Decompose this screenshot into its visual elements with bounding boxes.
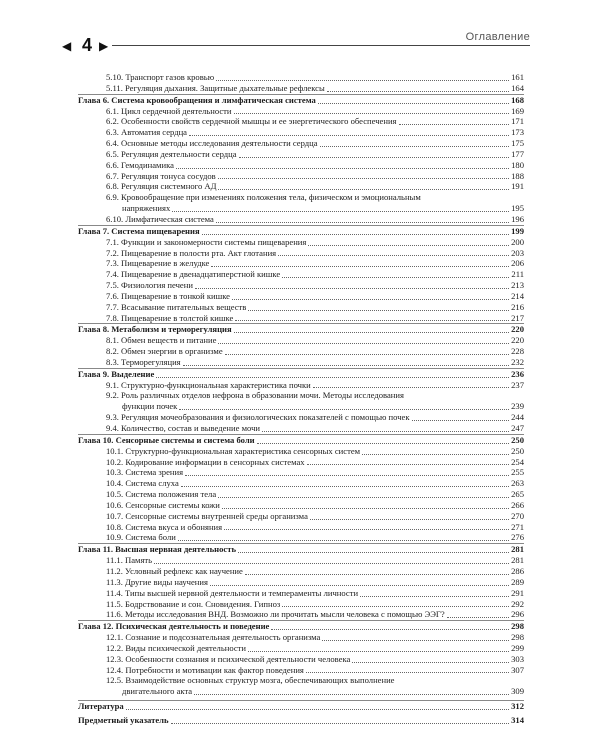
dot-leader [218, 178, 509, 179]
toc-entry[interactable] [78, 127, 524, 138]
toc-entry[interactable] [78, 632, 524, 643]
toc-entry-title: 7.1. Функции и закономерности системы пищеварения [106, 236, 307, 247]
toc-page-number: 214 [511, 290, 524, 301]
dot-leader [262, 431, 509, 432]
toc-entry-title: 7.5. Физиология печени [106, 280, 193, 291]
dot-leader [189, 135, 509, 136]
toc-entry-title: 10.7. Сенсорные системы внутренней среды организма [106, 510, 308, 521]
toc-entry-title: 12.1. Сознание и подсознательная деятельность организма [106, 632, 321, 643]
toc-page-number: 220 [511, 335, 524, 346]
toc-entry-title: функции почек [122, 401, 178, 412]
dot-leader [194, 694, 509, 695]
toc-entry-title: 12.2. Виды психической деятельности [106, 642, 247, 653]
toc-entry-title: Глава 9. Выделение [78, 368, 155, 379]
toc-entry[interactable] [78, 500, 524, 511]
dot-leader [181, 486, 509, 487]
dot-leader [179, 409, 509, 410]
toc-page-number: 177 [511, 148, 524, 159]
toc-page-number: 250 [511, 445, 524, 456]
toc-page-number: 164 [511, 82, 524, 93]
toc-entry[interactable] [78, 181, 524, 192]
toc-entry[interactable] [78, 401, 524, 412]
toc-page-number: 206 [511, 258, 524, 269]
toc-entry-title: 11.3. Другие виды научения [106, 576, 208, 587]
toc-entry-title: 11.1. Память [106, 555, 153, 566]
toc-entry-title: 8.1. Обмен веществ и питание [106, 335, 217, 346]
dot-leader [282, 606, 509, 607]
dot-leader [245, 574, 509, 575]
dot-leader [352, 662, 509, 663]
toc-entry-title: Глава 11. Высшая нервная деятельность [78, 544, 236, 555]
toc-page-number: 199 [511, 225, 524, 236]
toc-page-number: 173 [511, 127, 524, 138]
toc-entry-title: Глава 12. Психическая деятельность и поведение [78, 621, 270, 632]
dot-leader [222, 508, 509, 509]
dot-leader [248, 310, 509, 311]
toc-page-number: 237 [511, 379, 524, 390]
toc-entry-title: 7.4. Пищеварение в двенадцатиперстной кишке [106, 269, 281, 280]
toc-entry-title: 9.4. Количество, состав и выведение мочи [106, 423, 261, 433]
toc-entry[interactable] [78, 566, 524, 577]
toc-entry[interactable] [78, 599, 524, 610]
toc-page-number: 220 [511, 324, 524, 335]
toc-entry-title: 11.4. Типы высшей нервной деятельности и темпераменты личности [106, 587, 359, 598]
toc-entry-title: напряжениях [122, 203, 171, 214]
toc-page-number: 307 [511, 664, 524, 675]
toc-entry[interactable] [78, 357, 524, 368]
toc-entry-title: Глава 7. Система пищеварения [78, 225, 200, 236]
toc-entry[interactable] [78, 302, 524, 313]
toc-page-number: 239 [511, 401, 524, 412]
toc-entry[interactable] [78, 390, 524, 401]
dot-leader [322, 640, 509, 641]
toc-entry-title: 6.9. Кровообращение при изменениях положения тела, физическом и эмоциональным [106, 192, 421, 203]
toc-entry[interactable] [78, 654, 524, 665]
toc-page-number: 232 [511, 356, 524, 367]
dot-leader [218, 497, 509, 498]
toc-entry[interactable] [78, 577, 524, 588]
dot-leader [313, 387, 509, 388]
dot-leader [308, 245, 509, 246]
toc-entry-title: 6.8. Регуляция системного АД [106, 181, 217, 192]
toc-page-number: 303 [511, 653, 524, 664]
toc-entry[interactable] [78, 192, 524, 203]
dot-leader [360, 596, 509, 597]
toc-page-number: 314 [511, 714, 524, 725]
toc-entry-title: 7.6. Пищеварение в тонкой кишке [106, 290, 231, 301]
toc-entry-title: 10.5. Система положения тела [106, 489, 217, 500]
dot-leader [183, 365, 509, 366]
toc-entry-title: 8.3. Терморегуляция [106, 356, 181, 367]
toc-page-number: 168 [511, 94, 524, 105]
toc-entry[interactable] [78, 313, 524, 324]
toc-entry-title: 10.1. Структурно-функциональная характеристика сенсорных систем [106, 445, 361, 456]
toc-page-number: 271 [511, 521, 524, 532]
toc-entry-title: 6.3. Автоматия сердца [106, 127, 187, 138]
toc-entry-title: 8.2. Обмен энергии в организме [106, 346, 223, 357]
toc-entry[interactable] [78, 478, 524, 489]
toc-entry[interactable] [78, 643, 524, 654]
toc-entry[interactable] [78, 686, 524, 697]
toc-page-number: 236 [511, 368, 524, 379]
next-page-icon[interactable]: ▶ [99, 39, 109, 53]
toc-chapter-entry[interactable] [78, 225, 524, 237]
toc-chapter-entry[interactable] [78, 715, 524, 726]
toc-page-number: 216 [511, 301, 524, 312]
toc-page-number: 270 [511, 510, 524, 521]
toc-entry-title: 5.10. Транспорт газов кровью [106, 72, 215, 82]
toc-entry[interactable] [78, 522, 524, 533]
toc-page-number: 180 [511, 159, 524, 170]
toc-page-number: 254 [511, 456, 524, 467]
dot-leader [232, 299, 509, 300]
toc-entry-title: Глава 8. Метаболизм и терморегуляция [78, 324, 232, 335]
toc-chapter-entry[interactable] [78, 700, 524, 712]
section-title: Оглавление [465, 31, 530, 43]
toc-entry[interactable] [78, 532, 524, 543]
toc-page-number: 161 [511, 72, 524, 82]
dot-leader [235, 320, 509, 321]
dot-leader [216, 80, 509, 81]
dot-leader [234, 332, 509, 333]
dot-leader [218, 343, 509, 344]
toc-entry-title: 6.1. Цикл сердечной деятельности [106, 105, 232, 116]
toc-entry-title: 7.8. Пищеварение в толстой кишке [106, 312, 234, 323]
toc-page-number: 255 [511, 467, 524, 478]
toc-page-number: 263 [511, 478, 524, 489]
toc-page-number: 291 [511, 587, 524, 598]
dot-leader [248, 651, 509, 652]
dot-leader [238, 552, 509, 553]
toc-page-number: 298 [511, 632, 524, 643]
dot-leader [218, 189, 509, 190]
dot-leader [447, 617, 509, 618]
toc-page-number: 250 [511, 434, 524, 445]
dot-leader [224, 529, 509, 530]
toc-entry[interactable] [78, 72, 524, 83]
previous-page-icon[interactable]: ◀ [62, 39, 72, 53]
toc-entry-title: 11.2. Условный рефлекс как научение [106, 565, 243, 576]
dot-leader [156, 377, 509, 378]
toc-entry[interactable] [78, 83, 524, 94]
toc-entry[interactable] [78, 555, 524, 566]
toc-page-number: 292 [511, 598, 524, 609]
toc-page-number: 195 [511, 203, 524, 214]
toc-page-number: 244 [511, 412, 524, 423]
toc-entry-title: 7.7. Всасывание питательных веществ [106, 301, 247, 312]
toc-entry-title: 12.4. Потребности и мотивации как фактор поведения [106, 664, 304, 675]
dot-leader [172, 211, 509, 212]
toc-entry-title: Глава 10. Сенсорные системы и система боли [78, 434, 255, 445]
toc-entry[interactable] [78, 467, 524, 478]
toc-entry[interactable] [78, 335, 524, 346]
toc-entry-title: 9.1. Структурно-функциональная характеристика почки [106, 379, 311, 390]
toc-entry[interactable] [78, 446, 524, 457]
dot-leader [310, 519, 509, 520]
dot-leader [211, 266, 509, 267]
toc-page-number: 213 [511, 280, 524, 291]
toc-page-number: 217 [511, 312, 524, 323]
dot-leader [210, 585, 509, 586]
toc-entry-title: 10.8. Система вкуса и обоняния [106, 521, 223, 532]
dot-leader [216, 222, 509, 223]
dot-leader [307, 464, 510, 465]
dot-leader [399, 124, 510, 125]
toc-entry[interactable] [78, 214, 524, 225]
dot-leader [202, 234, 510, 235]
dot-leader [185, 475, 509, 476]
dot-leader [278, 255, 509, 256]
toc-page-number: 228 [511, 346, 524, 357]
toc-page-number: 188 [511, 170, 524, 181]
toc-entry-title: 7.2. Пищеварение в полости рта. Акт глотания [106, 247, 277, 258]
toc-entry-title: 6.4. Основные методы исследования деятельности сердца [106, 138, 318, 149]
toc-page-number: 211 [511, 269, 524, 280]
toc-page-number: 289 [511, 576, 524, 587]
toc-entry-title: 10.9. Система боли [106, 532, 176, 543]
toc-page-number: 200 [511, 236, 524, 247]
toc-chapter-entry[interactable] [78, 323, 524, 335]
toc-entry-title: 9.2. Роль различных отделов нефрона в образовании мочи. Методы исследования [106, 390, 404, 401]
page-header [0, 0, 600, 60]
dot-leader [327, 91, 509, 92]
dot-leader [225, 354, 509, 355]
toc-entry-title: Предметный указатель [78, 714, 169, 725]
dot-leader [176, 168, 509, 169]
toc-entry[interactable] [78, 116, 524, 127]
toc-page-number: 175 [511, 138, 524, 149]
header-rule [112, 45, 530, 46]
toc-entry[interactable] [78, 665, 524, 676]
toc-chapter-entry[interactable] [78, 368, 524, 380]
dot-leader [154, 563, 509, 564]
toc-entry-title: Глава 6. Система кровообращения и лимфатическая система [78, 94, 316, 105]
toc-entry[interactable] [78, 675, 524, 686]
toc-page-number: 266 [511, 499, 524, 510]
toc-page-number: 276 [511, 532, 524, 543]
toc-entry-title: 11.5. Бодрствование и сон. Сновидения. Гипноз [106, 598, 281, 609]
toc-entry[interactable] [78, 423, 524, 434]
toc-page-number: 171 [511, 116, 524, 127]
toc-page-number: 312 [511, 701, 524, 712]
table-of-contents [78, 72, 524, 726]
toc-page-number: 169 [511, 105, 524, 116]
toc-page-number: 265 [511, 489, 524, 500]
toc-entry[interactable] [78, 149, 524, 160]
toc-entry[interactable] [78, 138, 524, 149]
dot-leader [412, 420, 510, 421]
dot-leader [282, 277, 509, 278]
toc-entry-title: 10.4. Система слуха [106, 478, 179, 489]
toc-entry-title: 6.6. Гемодинамика [106, 159, 174, 170]
toc-entry-title: 6.2. Особенности свойств сердечной мышцы и ее энергетического обеспечения [106, 116, 397, 127]
dot-leader [362, 454, 509, 455]
toc-page-number: 296 [511, 609, 524, 620]
dot-leader [171, 723, 510, 724]
toc-entry-title: 10.6. Сенсорные системы кожи [106, 499, 220, 510]
toc-page-number: 298 [511, 621, 524, 632]
toc-entry[interactable] [78, 457, 524, 468]
dot-leader [178, 540, 509, 541]
toc-entry[interactable] [78, 280, 524, 291]
dot-leader [318, 103, 509, 104]
toc-entry-title: двигательного акта [122, 686, 193, 697]
page-number: 4 [82, 35, 93, 55]
dot-leader [271, 629, 509, 630]
toc-entry[interactable] [78, 171, 524, 182]
toc-page-number: 309 [511, 686, 524, 697]
dot-leader [306, 672, 509, 673]
toc-entry[interactable] [78, 412, 524, 423]
toc-page-number: 286 [511, 565, 524, 576]
dot-leader [195, 288, 509, 289]
toc-entry-title: 6.7. Регуляция тонуса сосудов [106, 170, 216, 181]
toc-entry-title: 6.10. Лимфатическая система [106, 213, 214, 224]
dot-leader [239, 157, 510, 158]
toc-page-number: 196 [511, 213, 524, 224]
toc-entry-title: 12.3. Особенности сознания и психической деятельности человека [106, 653, 351, 664]
toc-entry[interactable] [78, 269, 524, 280]
toc-entry-title: 10.2. Кодирование информации в сенсорных системах [106, 456, 305, 467]
toc-entry[interactable] [78, 258, 524, 269]
toc-page-number: 247 [511, 423, 524, 433]
toc-entry[interactable] [78, 588, 524, 599]
toc-entry-title: Литература [78, 701, 124, 712]
toc-entry-title: 9.3. Регуляция мочеобразования и физиологических показателей с помощью почек [106, 412, 410, 423]
toc-entry[interactable] [78, 106, 524, 117]
toc-entry[interactable] [78, 511, 524, 522]
toc-page-number: 203 [511, 247, 524, 258]
toc-entry[interactable] [78, 609, 524, 620]
toc-page-number: 281 [511, 544, 524, 555]
toc-entry[interactable] [78, 346, 524, 357]
toc-entry[interactable] [78, 203, 524, 214]
toc-entry-title: 6.5. Регуляция деятельности сердца [106, 148, 237, 159]
toc-page-number: 281 [511, 555, 524, 566]
toc-page-number: 299 [511, 642, 524, 653]
toc-chapter-entry[interactable] [78, 94, 524, 106]
toc-entry-title: 12.5. Взаимодействие основных структур мозга, обеспечивающих выполнение [106, 675, 395, 686]
toc-entry-title: 11.6. Методы исследования ВНД. Возможно ли прочитать мысли человека с помощью ЭЭГ? [106, 609, 445, 620]
toc-entry[interactable] [78, 291, 524, 302]
toc-chapter-entry[interactable] [78, 434, 524, 446]
toc-chapter-entry[interactable] [78, 543, 524, 555]
toc-entry[interactable] [78, 489, 524, 500]
toc-chapter-entry[interactable] [78, 620, 524, 632]
dot-leader [234, 113, 510, 114]
toc-entry[interactable] [78, 237, 524, 248]
dot-leader [257, 443, 510, 444]
dot-leader [126, 709, 509, 710]
toc-entry-title: 7.3. Пищеварение в желудке [106, 258, 210, 269]
toc-entry-title: 5.11. Регуляция дыхания. Защитные дыхательные рефлексы [106, 82, 325, 93]
toc-page-number: 191 [511, 181, 524, 192]
toc-entry[interactable] [78, 160, 524, 171]
toc-entry[interactable] [78, 380, 524, 391]
toc-entry-title: 10.3. Система зрения [106, 467, 184, 478]
toc-entry[interactable] [78, 248, 524, 259]
dot-leader [320, 146, 510, 147]
